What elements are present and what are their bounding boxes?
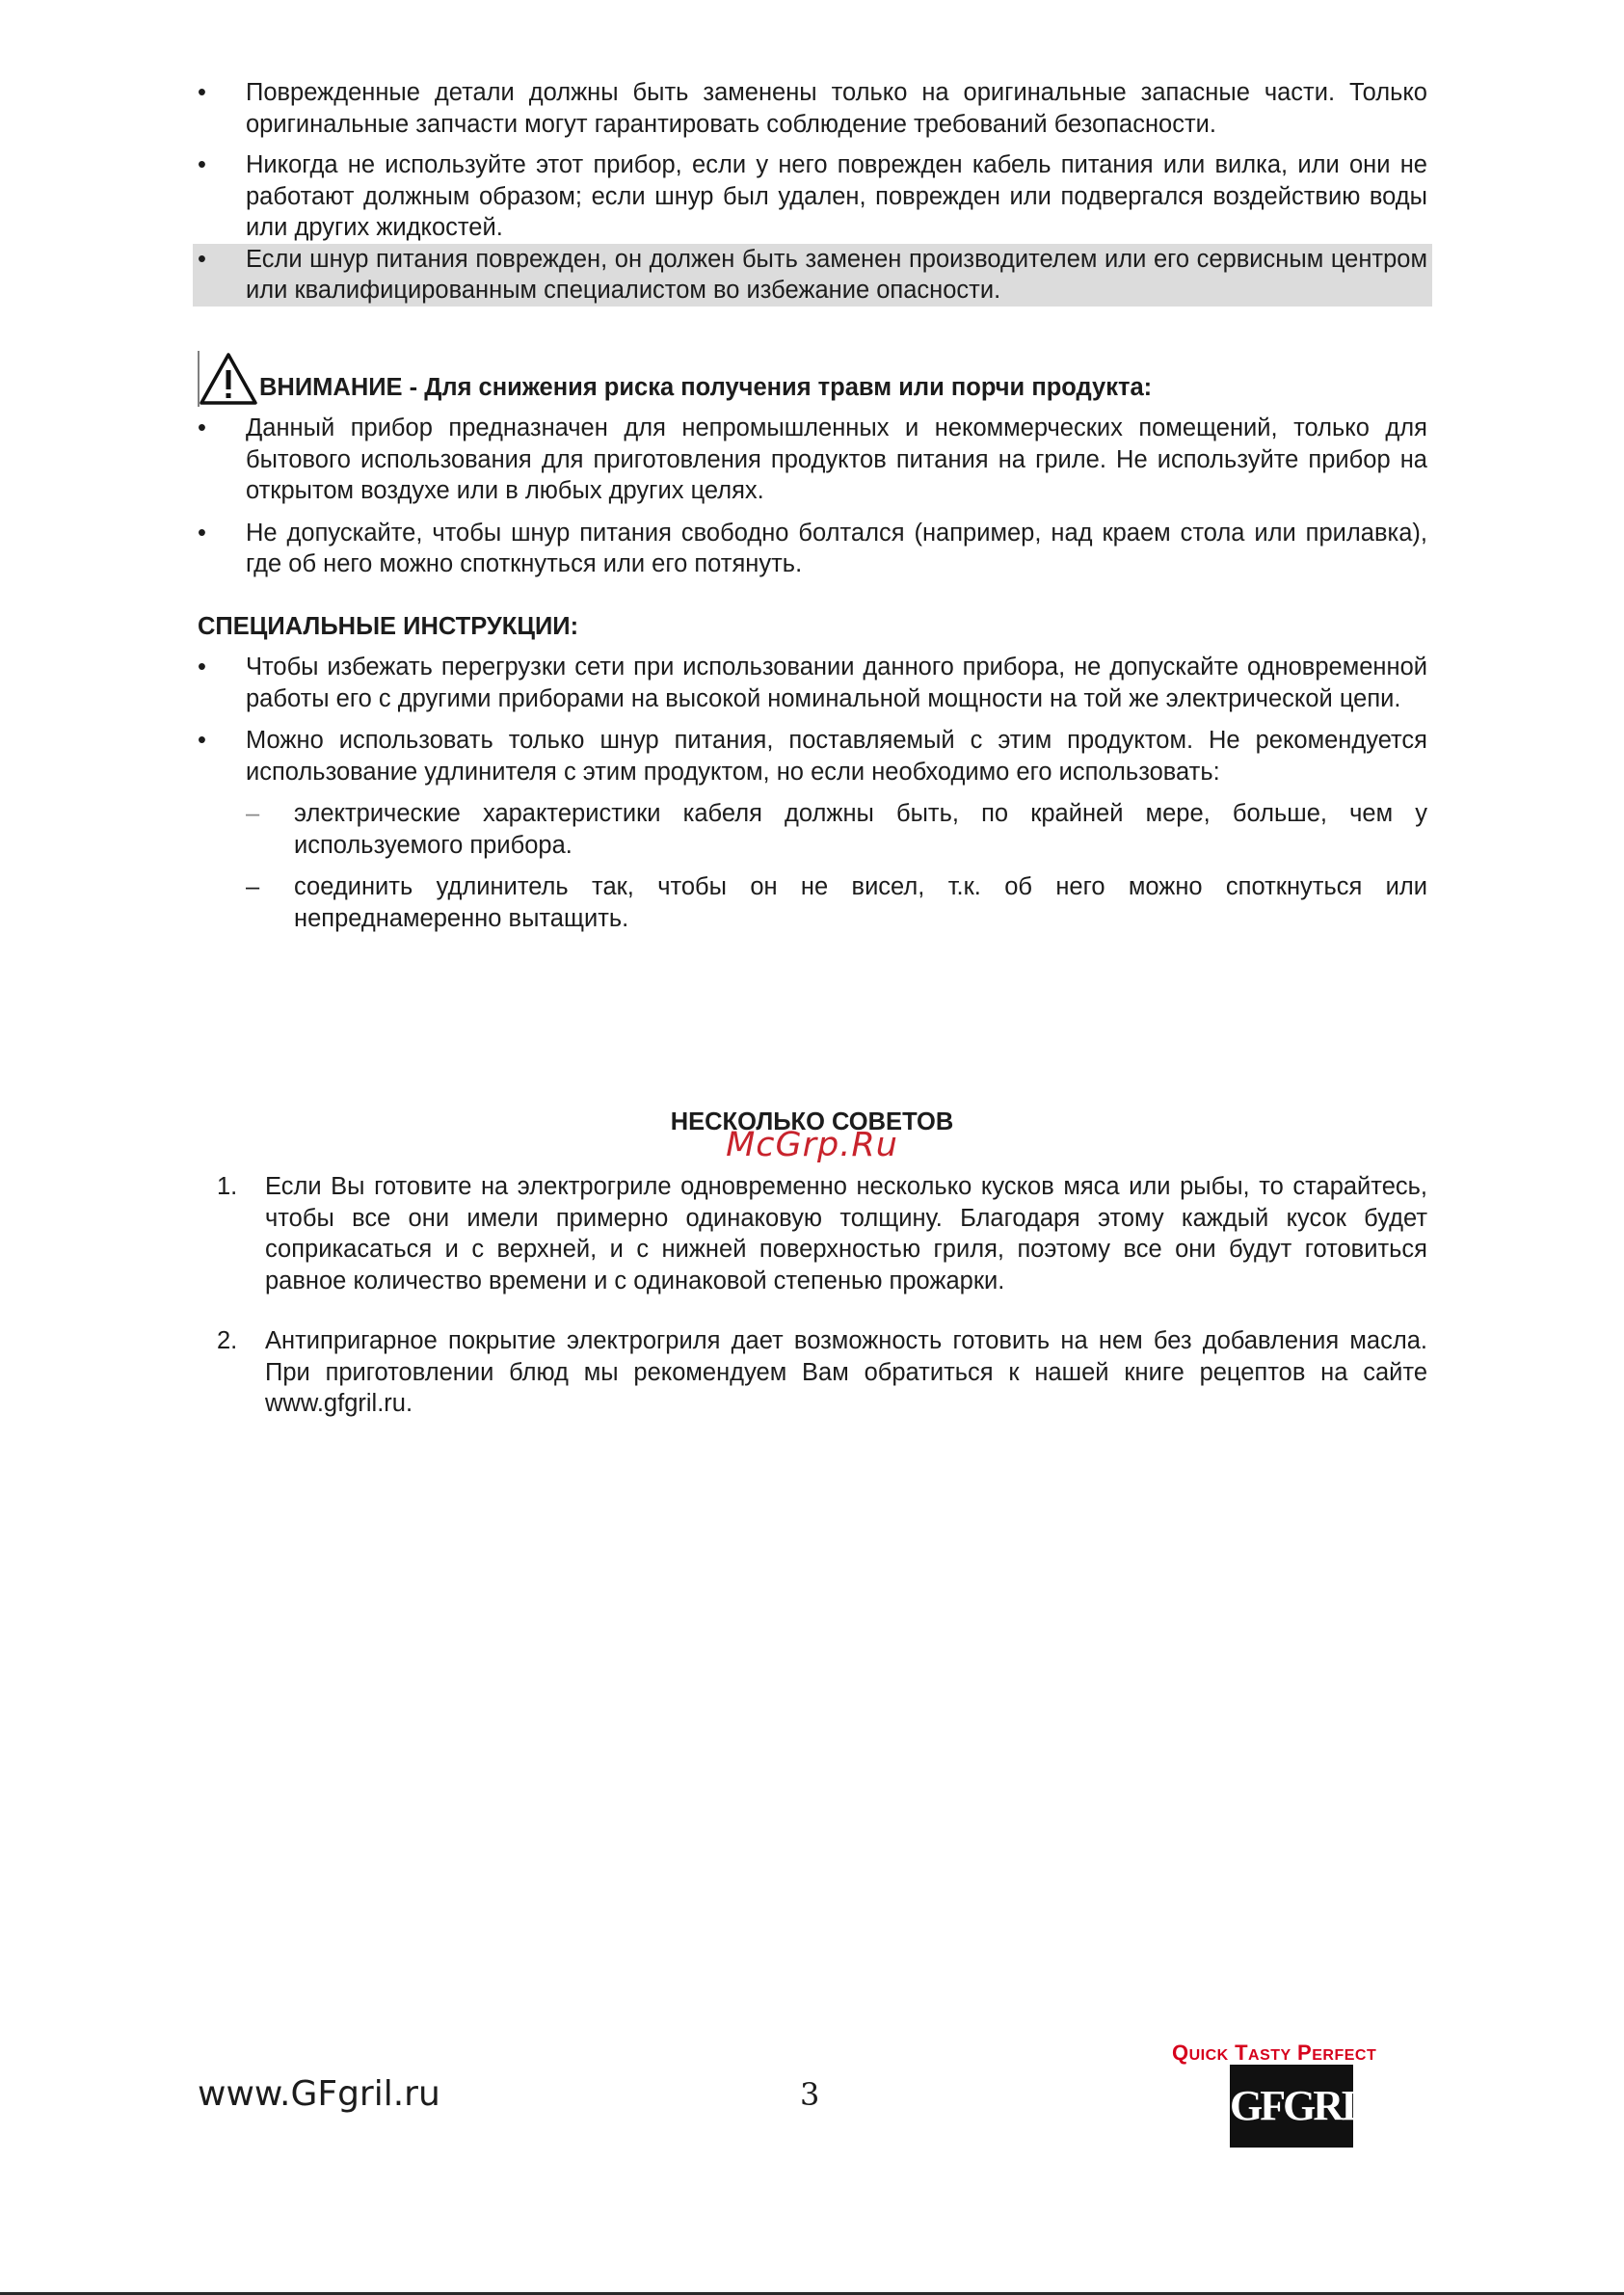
tagline-word: QUICK — [1172, 2041, 1229, 2065]
tagline — [1172, 2041, 1376, 2066]
footer-url: www.GFgril.ru — [198, 2074, 440, 2114]
list-item — [198, 1171, 1427, 1296]
list-item-text: Чтобы избежать перегрузки сети при использовании данного прибора, не допускайте одновременной работы его с другими приборами на высокой номинальной мощности на той же электрической цепи. — [246, 654, 1427, 712]
bullet-icon: • — [198, 519, 206, 547]
list-item-text: Антипригарное покрытие электрогриля дает возможность готовить на нем без добавления масла. При приготовлении блюд мы рекомендуем Вам обратиться к нашей книге рецептов на сайте www.gfgril.ru. — [265, 1327, 1427, 1417]
bullet-list-top — [198, 77, 1427, 307]
warning-heading: ВНИМАНИЕ - Для снижения риска получения травм или порчи продукта: — [259, 374, 1153, 401]
list-item — [198, 149, 1427, 244]
bullet-icon: • — [198, 654, 206, 680]
sub-list-item — [198, 871, 1427, 934]
tips-list — [198, 1171, 1427, 1420]
sub-list-item-text: соединить удлинитель так, чтобы он не висел, т.к. об него можно споткнуться или непреднамеренно вытащить. — [294, 873, 1427, 932]
list-item — [198, 518, 1427, 580]
list-item-text: Если Вы готовите на электрогриле одновременно несколько кусков мяса или рыбы, то старайтесь, чтобы все они имели примерно одинаковую толщину. Благодаря этому каждый кусок будет соприкасаться и с верхней, и с нижней поверхностью гриля, поэтому все они будут готовиться равное количество времени и с одинаковой степенью прожарки. — [265, 1173, 1427, 1294]
list-item-highlighted — [193, 244, 1432, 307]
bullet-icon: • — [198, 414, 206, 441]
list-item-text: Никогда не используйте этот прибор, если у него поврежден кабель питания или вилка, или они не работают должным образом; если шнур был удален, поврежден или подвергался воздействию воды или других жидкостей. — [246, 151, 1427, 241]
tagline-word: PERFECT — [1297, 2041, 1377, 2065]
list-item — [198, 1325, 1427, 1420]
gfgril-logo: GFGRIL — [1230, 2065, 1353, 2148]
special-instructions-section — [198, 611, 1427, 642]
list-number: 2. — [217, 1327, 238, 1354]
list-number: 1. — [217, 1173, 238, 1200]
list-item — [198, 77, 1427, 140]
special-list — [198, 652, 1427, 934]
list-item — [198, 652, 1427, 714]
list-item — [198, 413, 1427, 507]
tagline-word: TASTY — [1235, 2041, 1291, 2065]
bullet-icon: • — [198, 245, 206, 273]
list-item-text: Данный прибор предназначен для непромышленных и некоммерческих помещений, только для бытового использования для приготовления продуктов питания на гриле. Не используйте прибор на открытом воздухе или в любых других целях. — [246, 414, 1427, 504]
warning-section — [198, 372, 1427, 403]
list-item-text: Не допускайте, чтобы шнур питания свободно болтался (например, над краем стола или прилавка), где об него можно споткнуться или его потянуть. — [246, 519, 1427, 577]
special-heading: СПЕЦИАЛЬНЫЕ ИНСТРУКЦИИ: — [198, 613, 579, 640]
sub-list-item-text: электрические характеристики кабеля должны быть, по крайней мере, больше, чем у используемого прибора. — [294, 800, 1427, 859]
page-number: 3 — [800, 2076, 820, 2113]
list-item-text: Если шнур питания поврежден, он должен быть заменен производителем или его сервисным центром или квалифицированным специалистом во избежание опасности. — [246, 245, 1427, 304]
bullet-icon: • — [198, 151, 206, 178]
bullet-icon: • — [198, 79, 206, 106]
list-item-text: Можно использовать только шнур питания, поставляемый с этим продуктом. Не рекомендуется использование удлинителя с этим продуктом, но если необходимо его использовать: — [246, 727, 1427, 786]
list-item — [198, 725, 1427, 787]
warning-triangle-icon — [198, 351, 259, 407]
watermark: McGrp.Ru — [726, 1126, 898, 1164]
dash-icon: – — [246, 800, 260, 827]
list-item-text: Поврежденные детали должны быть заменены только на оригинальные запасные части. Только оригинальные запчасти могут гарантировать соблюдение требований безопасности. — [246, 79, 1427, 138]
warning-list — [198, 413, 1427, 580]
bullet-icon: • — [198, 727, 206, 754]
tips-title: НЕСКОЛЬКО СОВЕТОВ — [670, 1108, 954, 1135]
dash-icon: – — [246, 873, 260, 900]
sub-list-item — [198, 798, 1427, 861]
